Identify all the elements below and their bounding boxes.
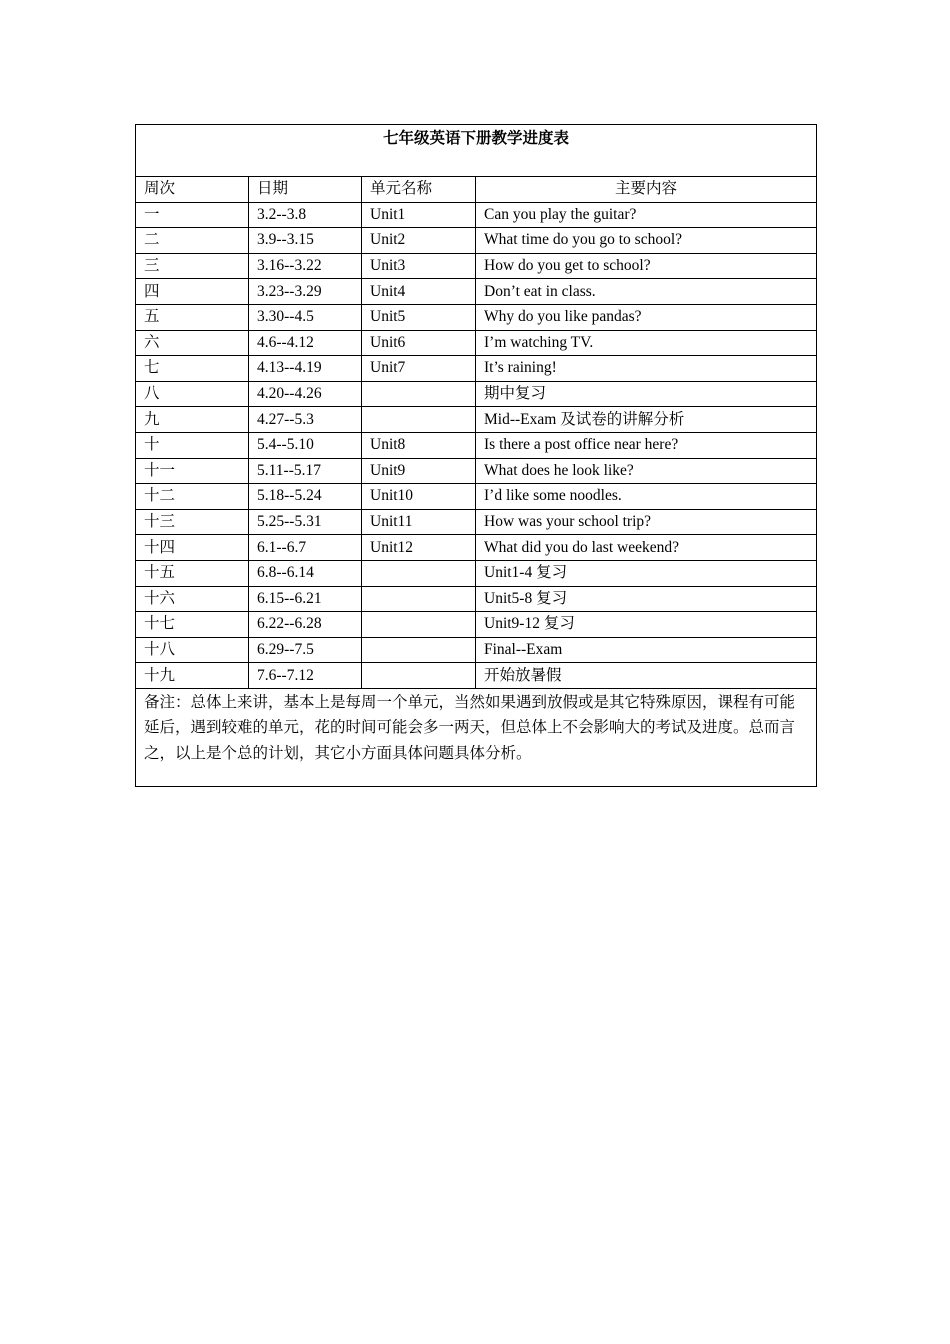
cell-content: I’d like some noodles. bbox=[476, 484, 817, 510]
cell-date: 4.20--4.26 bbox=[249, 381, 362, 407]
header-date: 日期 bbox=[249, 177, 362, 203]
cell-content: Unit1-4 复习 bbox=[476, 560, 817, 586]
cell-week: 十九 bbox=[136, 663, 249, 689]
header-row bbox=[136, 177, 817, 203]
cell-content: Mid--Exam 及试卷的讲解分析 bbox=[476, 407, 817, 433]
table-row bbox=[136, 279, 817, 305]
table-row bbox=[136, 586, 817, 612]
cell-content: Is there a post office near here? bbox=[476, 432, 817, 458]
cell-content: How do you get to school? bbox=[476, 253, 817, 279]
cell-content: 开始放暑假 bbox=[476, 663, 817, 689]
cell-week: 十七 bbox=[136, 612, 249, 638]
header-content: 主要内容 bbox=[476, 177, 817, 203]
table-row bbox=[136, 253, 817, 279]
cell-week: 二 bbox=[136, 228, 249, 254]
cell-content: It’s raining! bbox=[476, 356, 817, 382]
cell-date: 6.29--7.5 bbox=[249, 637, 362, 663]
table-row bbox=[136, 612, 817, 638]
table-row bbox=[136, 381, 817, 407]
table-row bbox=[136, 202, 817, 228]
cell-unit: Unit7 bbox=[362, 356, 476, 382]
cell-week: 八 bbox=[136, 381, 249, 407]
cell-week: 十一 bbox=[136, 458, 249, 484]
cell-date: 3.2--3.8 bbox=[249, 202, 362, 228]
cell-week: 十八 bbox=[136, 637, 249, 663]
cell-week: 九 bbox=[136, 407, 249, 433]
cell-unit: Unit10 bbox=[362, 484, 476, 510]
table-row bbox=[136, 637, 817, 663]
table-row bbox=[136, 432, 817, 458]
cell-week: 十四 bbox=[136, 535, 249, 561]
cell-date: 4.13--4.19 bbox=[249, 356, 362, 382]
header-week: 周次 bbox=[136, 177, 249, 203]
cell-unit: Unit5 bbox=[362, 304, 476, 330]
cell-content: 期中复习 bbox=[476, 381, 817, 407]
table-row bbox=[136, 304, 817, 330]
cell-unit bbox=[362, 381, 476, 407]
title-row bbox=[136, 125, 817, 177]
cell-date: 6.22--6.28 bbox=[249, 612, 362, 638]
table-row bbox=[136, 407, 817, 433]
cell-unit bbox=[362, 663, 476, 689]
cell-unit: Unit11 bbox=[362, 509, 476, 535]
cell-date: 3.16--3.22 bbox=[249, 253, 362, 279]
cell-content: How was your school trip? bbox=[476, 509, 817, 535]
cell-unit: Unit4 bbox=[362, 279, 476, 305]
cell-unit bbox=[362, 637, 476, 663]
cell-content: I’m watching TV. bbox=[476, 330, 817, 356]
cell-unit: Unit1 bbox=[362, 202, 476, 228]
table-row bbox=[136, 663, 817, 689]
table-row bbox=[136, 228, 817, 254]
cell-content: What does he look like? bbox=[476, 458, 817, 484]
cell-week: 十三 bbox=[136, 509, 249, 535]
cell-date: 4.27--5.3 bbox=[249, 407, 362, 433]
cell-week: 十二 bbox=[136, 484, 249, 510]
cell-week: 三 bbox=[136, 253, 249, 279]
cell-week: 一 bbox=[136, 202, 249, 228]
schedule-table bbox=[135, 124, 817, 787]
remarks-text: 备注：总体上来讲，基本上是每周一个单元，当然如果遇到放假或是其它特殊原因，课程有可能延后，遇到较难的单元，花的时间可能会多一两天，但总体上不会影响大的考试及进度。总而言之，以上是个总的计划，其它小方面具体问题具体分析。 bbox=[136, 688, 817, 786]
cell-week: 十 bbox=[136, 432, 249, 458]
header-unit: 单元名称 bbox=[362, 177, 476, 203]
cell-date: 3.23--3.29 bbox=[249, 279, 362, 305]
cell-unit bbox=[362, 586, 476, 612]
cell-unit bbox=[362, 612, 476, 638]
cell-unit bbox=[362, 407, 476, 433]
schedule-table-body bbox=[136, 125, 817, 787]
cell-week: 四 bbox=[136, 279, 249, 305]
schedule-document bbox=[135, 124, 816, 787]
cell-unit bbox=[362, 560, 476, 586]
table-row bbox=[136, 509, 817, 535]
cell-date: 4.6--4.12 bbox=[249, 330, 362, 356]
table-row bbox=[136, 484, 817, 510]
cell-date: 3.30--4.5 bbox=[249, 304, 362, 330]
cell-unit: Unit6 bbox=[362, 330, 476, 356]
cell-week: 十五 bbox=[136, 560, 249, 586]
remarks-row bbox=[136, 688, 817, 786]
cell-unit: Unit2 bbox=[362, 228, 476, 254]
table-title: 七年级英语下册教学进度表 bbox=[136, 125, 817, 177]
cell-date: 5.25--5.31 bbox=[249, 509, 362, 535]
cell-date: 3.9--3.15 bbox=[249, 228, 362, 254]
cell-week: 五 bbox=[136, 304, 249, 330]
cell-date: 5.11--5.17 bbox=[249, 458, 362, 484]
cell-unit: Unit3 bbox=[362, 253, 476, 279]
cell-content: Unit9-12 复习 bbox=[476, 612, 817, 638]
table-row bbox=[136, 330, 817, 356]
table-row bbox=[136, 458, 817, 484]
cell-unit: Unit9 bbox=[362, 458, 476, 484]
cell-content: What time do you go to school? bbox=[476, 228, 817, 254]
table-row bbox=[136, 535, 817, 561]
cell-content: Unit5-8 复习 bbox=[476, 586, 817, 612]
cell-date: 5.18--5.24 bbox=[249, 484, 362, 510]
cell-unit: Unit12 bbox=[362, 535, 476, 561]
cell-date: 6.8--6.14 bbox=[249, 560, 362, 586]
cell-date: 6.15--6.21 bbox=[249, 586, 362, 612]
cell-content: Final--Exam bbox=[476, 637, 817, 663]
cell-content: Why do you like pandas? bbox=[476, 304, 817, 330]
table-row bbox=[136, 356, 817, 382]
table-row bbox=[136, 560, 817, 586]
cell-content: Don’t eat in class. bbox=[476, 279, 817, 305]
cell-week: 十六 bbox=[136, 586, 249, 612]
cell-week: 七 bbox=[136, 356, 249, 382]
cell-week: 六 bbox=[136, 330, 249, 356]
cell-date: 5.4--5.10 bbox=[249, 432, 362, 458]
cell-unit: Unit8 bbox=[362, 432, 476, 458]
cell-content: What did you do last weekend? bbox=[476, 535, 817, 561]
cell-date: 7.6--7.12 bbox=[249, 663, 362, 689]
cell-content: Can you play the guitar? bbox=[476, 202, 817, 228]
cell-date: 6.1--6.7 bbox=[249, 535, 362, 561]
